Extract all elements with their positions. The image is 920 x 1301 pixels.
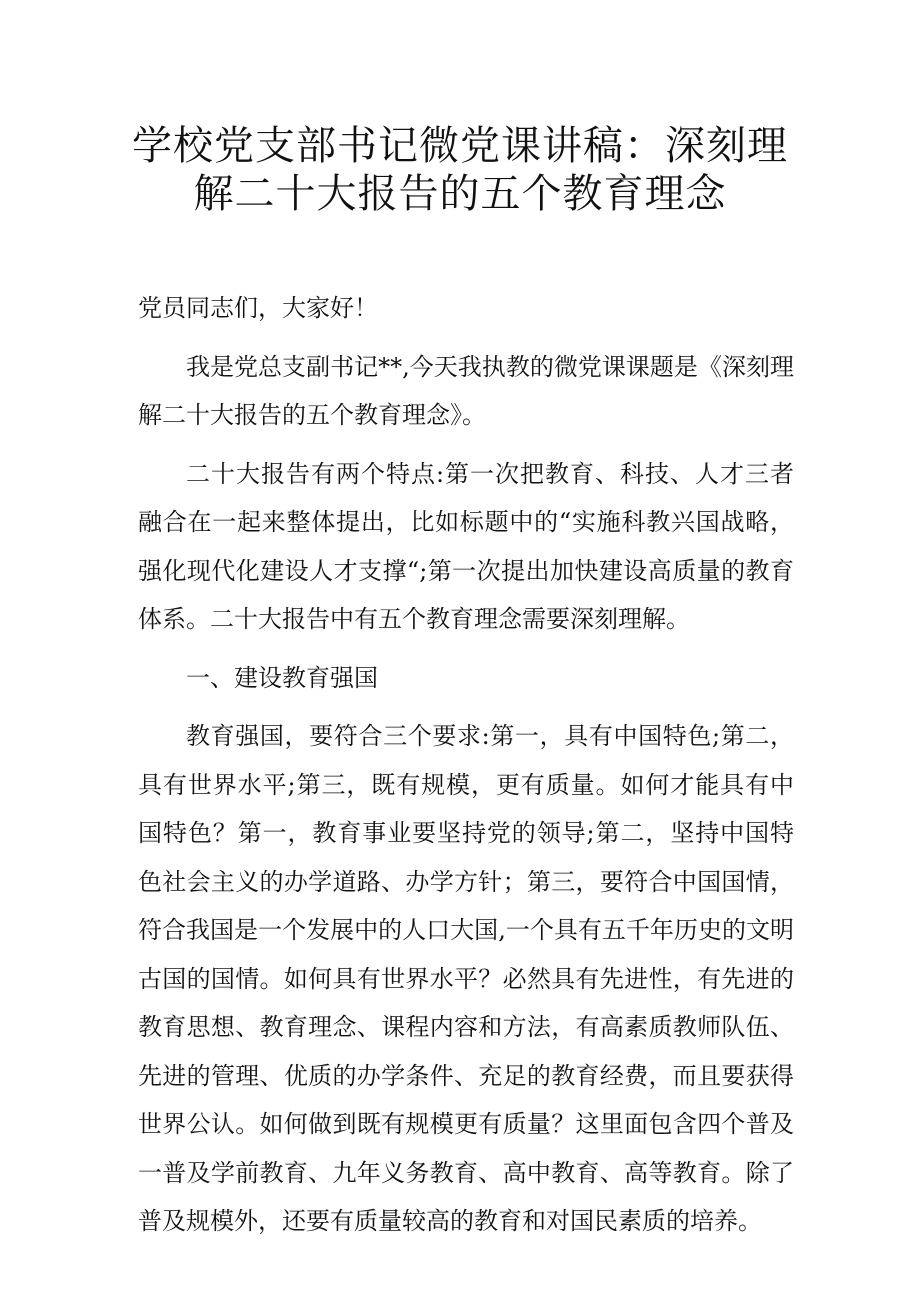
education-power-paragraph: 教育强国，要符合三个要求:第一，具有中国特色;第二，具有世界水平;第三，既有规模，更有质量。如何才能具有中国特色？第一，教育事业要坚持党的领导;第二，坚持中国特色社会主义的办学道路、办学方针；第三，要符合中国国情，符合我国是一个发展中的人口大国,一个具有五千年历史的文明古国的国情。如何具有世界水平？必然具有先进性，有先进的教育思想、教育理念、课程内容和方法，有高素质教师队伍、先进的管理、优质的办学条件、充足的教育经费，而且要获得世界公认。如何做到既有规模更有质量？这里面包含四个普及一普及学前教育、九年义务教育、高中教育、高等教育。除了普及规模外，还要有质量较高的教育和对国民素质的培养。 [138,722,794,1235]
section-heading: 一、建设教育强国 [186,663,378,692]
document-body [138,284,794,1256]
title-line-1: 学校党支部书记微党课讲稿：深刻理 [132,123,788,169]
title-line-2: 解二十大报告的五个教育理念 [193,171,727,217]
greeting-paragraph: 党员同志们，大家好！ [138,294,378,322]
features-paragraph: 二十大报告有两个特点:第一次把教育、科技、人才三者融合在一起来整体提出，比如标题中的“实施科教兴国战略，强化现代化建设人才支撑“;第一次提出加快建设高质量的教育体系。二十大报告中有五个教育理念需要深刻理解。 [138,459,794,633]
document-title [120,122,800,218]
intro-paragraph: 我是党总支副书记**,今天我执教的微党课课题是《深刻理解二十大报告的五个教育理念》。 [138,352,794,429]
